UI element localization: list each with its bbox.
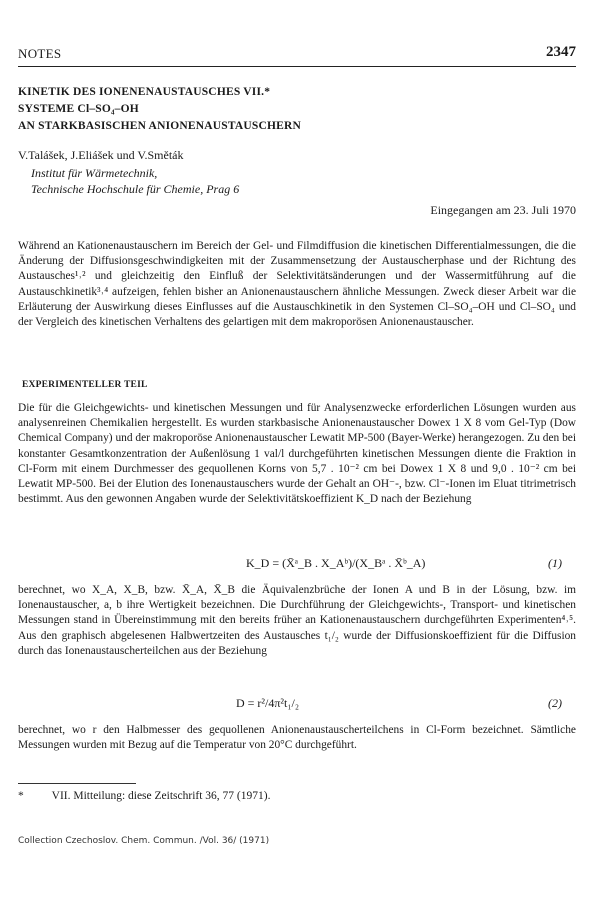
equation-expression: D = r²/4π²t₁/₂ — [236, 696, 300, 710]
article-title — [18, 84, 301, 135]
affiliation-line: Technische Hochschule für Chemie, Prag 6 — [31, 181, 240, 196]
footnote-mark: * — [18, 790, 24, 802]
title-line: AN STARKBASISCHEN ANIONENAUSTAUSCHERN — [18, 120, 302, 132]
footnote — [18, 790, 270, 802]
page-header — [18, 44, 576, 64]
body-paragraph: Die für die Gleichgewichts- und kinetischen Messungen und für Analysenzwecke erforderlichen Lösungen wurden aus analysenreinen Chemikalien hergestellt. Es wurden starkbasische Anionenaustauscher Dowex 1 X 8 vom Gel-Typ (Dow Chemical Company) und der makroporöse Anionenaustauscher Lewatit MP-500 (Bayer-Werke) herangezogen. Zu den bei konstanter Gesamtkonzentration der Außenlösung 1 val/l durchgeführten kinetischen Messungen diente die Fraktion in Cl-Form mit einem Durchmesser des gequollenen Korns von 5,7 . 10⁻² cm bei Dowex 1 X 8 und 9,0 . 10⁻² cm bei Lewatit MP-500. Bei der Elution des Ionenaustauschers wurde der Gehalt an OH⁻-, bzw. Cl⁻-Ionen im Eluat titrimetrisch bestimmt. Aus den gewonnen Angaben wurde der Selektivitätskoeffizient K_D nach der Beziehung — [18, 402, 576, 506]
footnote-rule — [18, 783, 136, 784]
section-heading: EXPERIMENTELLER TEIL — [22, 380, 148, 390]
received-date: Eingegangen am 23. Juli 1970 — [430, 203, 576, 217]
footnote-text: VII. Mitteilung: diese Zeitschrift 36, 77 (1971). — [51, 790, 271, 802]
equation-number: (2) — [548, 696, 562, 710]
page-number: 2347 — [546, 44, 576, 60]
authors: V.Talášek, J.Eliášek und V.Směták — [18, 148, 184, 162]
journal-citation: Collection Czechoslov. Chem. Commun. /Vol. 36/ (1971) — [18, 836, 270, 846]
header-rule — [18, 66, 576, 67]
affiliation-line: Institut für Wärmetechnik, — [31, 166, 158, 180]
title-line: SYSTEME Cl–SO₄–OH — [18, 103, 139, 115]
title-line: KINETIK DES IONENENAUSTAUSCHES VII.* — [18, 86, 271, 98]
affiliation — [31, 166, 239, 197]
equation-expression: K_D = (X̄ᵃ_B . X_Aᵇ)/(X_Bᵃ . X̄ᵇ_A) — [246, 556, 426, 570]
intro-paragraph: Während an Kationenaustauschern im Bereich der Gel- und Filmdiffusion die kinetischen Differentialmessungen, die die Änderung der Diffusionsgeschwindigkeiten mit der Zusammensetzung der Austauscherphase und der Richtung des Austausches¹˒² und gleichzeitig den Einfluß der Selektivitätsänderungen und der Wassermitführung auf die Austauschkinetik³˒⁴ aufzeigen, fehlen bisher an Anionenaustauschern ähnliche Messungen. Zweck dieser Arbeit war die Erläuterung der Auswirkung dieses Einflusses auf die Austauschkinetik in den Systemen Cl–SO₄–OH und Cl–SO₄ und der Vergleich des kinetischen Verhaltens des gelartigen mit dem makroporösen Anionenaustauscher. — [18, 240, 576, 329]
equation-number: (1) — [548, 556, 562, 570]
section-label: NOTES — [18, 46, 62, 61]
body-paragraph: berechnet, wo X_A, X_B, bzw. X̄_A, X̄_B die Äquivalenzbrüche der Ionen A und B in der Lösung, bzw. im Ionenaustauscher, a, b ihre Wertigkeit bezeichnen. Die Durchführung der Gleichgewichts-, Transport- und kinetischen Messungen stand in Übereinstimmung mit den bereits früher an Kationenaustauschern durchgeführten Experimenten⁴˒⁵. Aus den graphisch abgelesenen Halbwertzeiten des Austausches t₁/₂ wurde der Diffusionskoeffizient für die Diffusion durch das Ionenaustauscherteilchen aus der Beziehung — [18, 584, 576, 657]
body-paragraph: berechnet, wo r den Halbmesser des gequollenen Anionenaustauscherteilchens in Cl-Form bezeichnet. Sämtliche Messungen wurden mit Bezug auf die Temperatur von 20°C durchgeführt. — [18, 724, 576, 752]
